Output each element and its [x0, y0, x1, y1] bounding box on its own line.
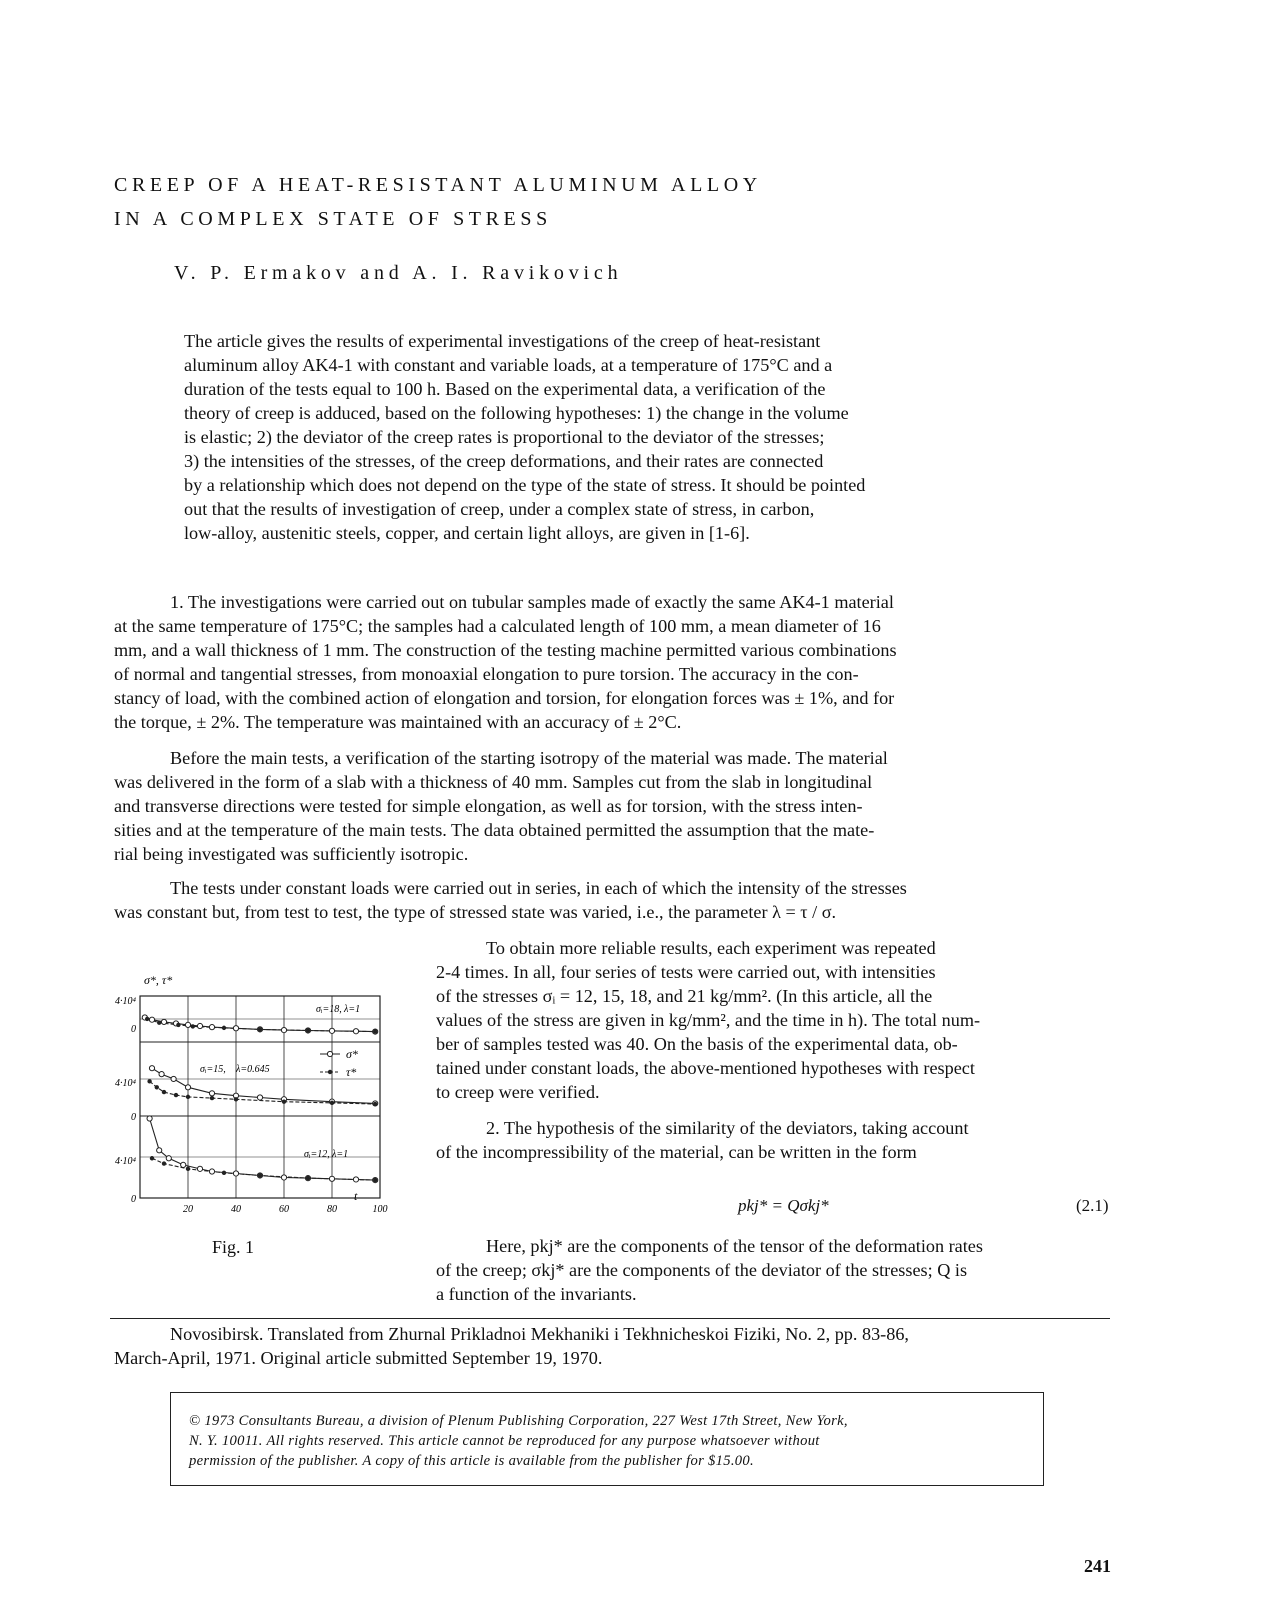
data-point-open	[149, 1017, 154, 1022]
data-point-filled	[306, 1028, 310, 1032]
data-point-open	[149, 1066, 154, 1071]
figure-x-ticks	[183, 1204, 388, 1215]
data-point-filled	[191, 1024, 195, 1028]
data-point-filled	[145, 1017, 149, 1021]
body-line: at the same temperature of 175°C; the samples had a calculated length of 100 mm, a mean diameter of 16	[114, 616, 881, 636]
article-title-line-2: IN A COMPLEX STATE OF STRESS	[114, 208, 552, 230]
equation-number: (2.1)	[1076, 1196, 1109, 1215]
page-number: 241	[1084, 1556, 1111, 1576]
data-point-open	[161, 1019, 166, 1024]
panel-label: λ=1	[344, 1004, 361, 1015]
data-point-filled	[373, 1102, 377, 1106]
data-point-filled	[147, 1079, 151, 1083]
body-line: tained under constant loads, the above-mentioned hypotheses with respect	[436, 1058, 975, 1078]
x-tick-label: 80	[327, 1204, 337, 1215]
authors: V. P. Ermakov and A. I. Ravikovich	[174, 262, 623, 284]
legend-label: σ*	[346, 1047, 358, 1061]
data-point-filled	[282, 1099, 286, 1103]
body-line: ber of samples tested was 40. On the basis of the experimental data, ob-	[436, 1034, 958, 1054]
body-line: of the creep; σkj* are the components of the deviator of the stresses; Q is	[436, 1260, 968, 1280]
data-point-filled	[186, 1167, 190, 1171]
data-point-open	[197, 1166, 202, 1171]
panel-label: λ=1	[332, 1149, 349, 1160]
section-1-paragraph	[114, 590, 1134, 734]
data-point-open	[159, 1072, 164, 1077]
hypothesis-paragraph	[436, 1116, 1142, 1164]
body-line: a function of the invariants.	[436, 1284, 637, 1304]
y-tick-label: 4·10⁴	[115, 1156, 136, 1167]
panel-label: σᵢ=15,	[200, 1064, 226, 1075]
legend-marker-filled	[328, 1070, 332, 1074]
data-point-filled	[222, 1171, 226, 1175]
footnote-line: Novosibirsk. Translated from Zhurnal Prikladnoi Mekhaniki i Tekhnicheskoi Fiziki, No. 2, pp. 83-86,	[170, 1324, 909, 1344]
data-point-open	[233, 1171, 238, 1176]
panel-label: σᵢ=18,	[316, 1004, 342, 1015]
body-line: 1. The investigations were carried out on tubular samples made of exactly the same AK4-1 material	[170, 592, 894, 612]
data-point-open	[257, 1095, 262, 1100]
panel-label: λ=0.645	[236, 1064, 270, 1075]
body-line: stancy of load, with the combined action of elongation and torsion, for elongation forces was ± 1%, and for	[114, 688, 895, 708]
figure-legend	[320, 1047, 358, 1079]
data-point-open	[166, 1156, 171, 1161]
copyright-box	[170, 1392, 1044, 1486]
data-point-open	[185, 1085, 190, 1090]
body-line: was delivered in the form of a slab with a thickness of 40 mm. Samples cut from the slab in longitudinal	[114, 772, 873, 792]
y-tick-label: 0	[131, 1024, 136, 1035]
y-tick-label: 0	[131, 1194, 136, 1205]
abstract-line: theory of creep is adduced, based on the following hypotheses: 1) the change in the volume	[184, 403, 849, 423]
data-point-filled	[258, 1173, 262, 1177]
data-point-open	[181, 1162, 186, 1167]
figure-x-axis-label: t	[354, 1189, 358, 1203]
body-line: 2. The hypothesis of the similarity of the deviators, taking account	[486, 1118, 969, 1138]
equation: pkj* = Qσkj*	[738, 1196, 829, 1215]
body-line: of normal and tangential stresses, from monoaxial elongation to pure torsion. The accuracy in the con-	[114, 664, 859, 684]
body-line: mm, and a wall thickness of 1 mm. The construction of the testing machine permitted various combinations	[114, 640, 897, 660]
data-point-filled	[258, 1027, 262, 1031]
data-point-open	[281, 1175, 286, 1180]
data-point-open	[171, 1076, 176, 1081]
series-paragraph	[436, 936, 1142, 1104]
abstract-line: out that the results of investigation of creep, under a complex state of stress, in carbon,	[184, 499, 815, 519]
abstract-line: low-alloy, austenitic steels, copper, and certain light alloys, are given in [1-6].	[184, 523, 750, 543]
body-line: To obtain more reliable results, each experiment was repeated	[486, 938, 936, 958]
figure-caption: Fig. 1	[212, 1237, 255, 1257]
footnote-line: March-April, 1971. Original article submitted September 19, 1970.	[114, 1348, 603, 1368]
article-title-line-1: CREEP OF A HEAT-RESISTANT ALUMINUM ALLOY	[114, 174, 762, 196]
x-tick-label: 20	[183, 1204, 193, 1215]
data-point-filled	[373, 1029, 377, 1033]
data-point-filled	[162, 1161, 166, 1165]
legend-marker-open	[327, 1051, 332, 1056]
abstract-line: by a relationship which does not depend on the type of the state of stress. It should be pointed	[184, 475, 866, 495]
body-line: the torque, ± 2%. The temperature was maintained with an accuracy of ± 2°C.	[114, 712, 682, 732]
data-point-open	[329, 1028, 334, 1033]
data-point-open	[209, 1169, 214, 1174]
data-point-open	[209, 1025, 214, 1030]
body-line: The tests under constant loads were carried out in series, in each of which the intensity of the stresses	[170, 878, 907, 898]
data-point-open	[157, 1148, 162, 1153]
abstract-line: duration of the tests equal to 100 h. Based on the experimental data, a verification of the	[184, 379, 826, 399]
data-point-open	[209, 1091, 214, 1096]
data-point-filled	[174, 1093, 178, 1097]
y-tick-label: 0	[131, 1112, 136, 1123]
abstract-line: 3) the intensities of the stresses, of the creep deformations, and their rates are connected	[184, 451, 824, 471]
abstract-line: aluminum alloy AK4-1 with constant and variable loads, at a temperature of 175°C and a	[184, 355, 833, 375]
data-point-open	[233, 1026, 238, 1031]
body-line: Here, pkj* are the components of the tensor of the deformation rates	[486, 1236, 983, 1256]
x-tick-label: 40	[231, 1204, 241, 1215]
data-point-filled	[373, 1178, 377, 1182]
body-line: 2-4 times. In all, four series of tests were carried out, with intensities	[436, 962, 936, 982]
isotropy-paragraph	[114, 746, 1134, 866]
creep-figure	[104, 972, 404, 1222]
body-line: Before the main tests, a verification of the starting isotropy of the material was made. The material	[170, 748, 888, 768]
data-point-filled	[176, 1023, 180, 1027]
data-point-open	[147, 1116, 152, 1121]
body-line: sities and at the temperature of the main tests. The data obtained permitted the assumption that the mate-	[114, 820, 875, 840]
figure-y-ticks	[115, 996, 137, 1205]
x-tick-label: 100	[372, 1204, 388, 1215]
panel-label: σᵢ=12,	[304, 1149, 330, 1160]
legend-label: τ*	[346, 1065, 357, 1079]
data-point-filled	[306, 1176, 310, 1180]
footnote-rule	[110, 1318, 1110, 1319]
data-point-open	[185, 1022, 190, 1027]
data-point-filled	[186, 1095, 190, 1099]
y-tick-label: 4·10⁴	[115, 996, 136, 1007]
data-point-open	[353, 1177, 358, 1182]
x-tick-label: 60	[279, 1204, 289, 1215]
data-point-filled	[234, 1097, 238, 1101]
body-line: of the incompressibility of the material, can be written in the form	[436, 1142, 917, 1162]
data-point-open	[197, 1023, 202, 1028]
data-point-filled	[150, 1156, 154, 1160]
data-point-filled	[330, 1101, 334, 1105]
body-line: and transverse directions were tested for simple elongation, as well as for torsion, with the stress inten-	[114, 796, 863, 816]
body-line: rial being investigated was sufficiently isotropic.	[114, 844, 469, 864]
data-point-filled	[210, 1096, 214, 1100]
copyright-line: permission of the publisher. A copy of this article is available from the publisher for $15.00.	[189, 1453, 754, 1469]
body-line: was constant but, from test to test, the type of stressed state was varied, i.e., the parameter λ = τ / σ.	[114, 902, 837, 922]
footnote	[114, 1322, 909, 1370]
constant-load-paragraph	[114, 876, 1134, 924]
data-point-open	[329, 1176, 334, 1181]
body-line: values of the stress are given in kg/mm², and the time in h). The total num-	[436, 1010, 981, 1030]
figure-y-axis-label: σ*, τ*	[144, 973, 173, 987]
series-line	[152, 1158, 375, 1180]
abstract-line: is elastic; 2) the deviator of the creep rates is proportional to the deviator of the stresses;	[184, 427, 825, 447]
y-tick-label: 4·10⁴	[115, 1078, 136, 1089]
copyright-line: N. Y. 10011. All rights reserved. This article cannot be reproduced for any purpose whatsoever without	[189, 1433, 820, 1449]
abstract-line: The article gives the results of experimental investigations of the creep of heat-resistant	[184, 331, 821, 351]
data-point-filled	[157, 1020, 161, 1024]
abstract	[184, 329, 1084, 545]
data-point-filled	[155, 1085, 159, 1089]
data-point-filled	[162, 1090, 166, 1094]
data-point-open	[353, 1029, 358, 1034]
definition-paragraph	[436, 1234, 1142, 1306]
data-point-filled	[222, 1026, 226, 1030]
data-point-open	[281, 1028, 286, 1033]
body-line: of the stresses σᵢ = 12, 15, 18, and 21 kg/mm². (In this article, all the	[436, 986, 933, 1006]
copyright-line: © 1973 Consultants Bureau, a division of Plenum Publishing Corporation, 227 West 17th Street, New York,	[189, 1413, 848, 1429]
body-line: to creep were verified.	[436, 1082, 600, 1102]
